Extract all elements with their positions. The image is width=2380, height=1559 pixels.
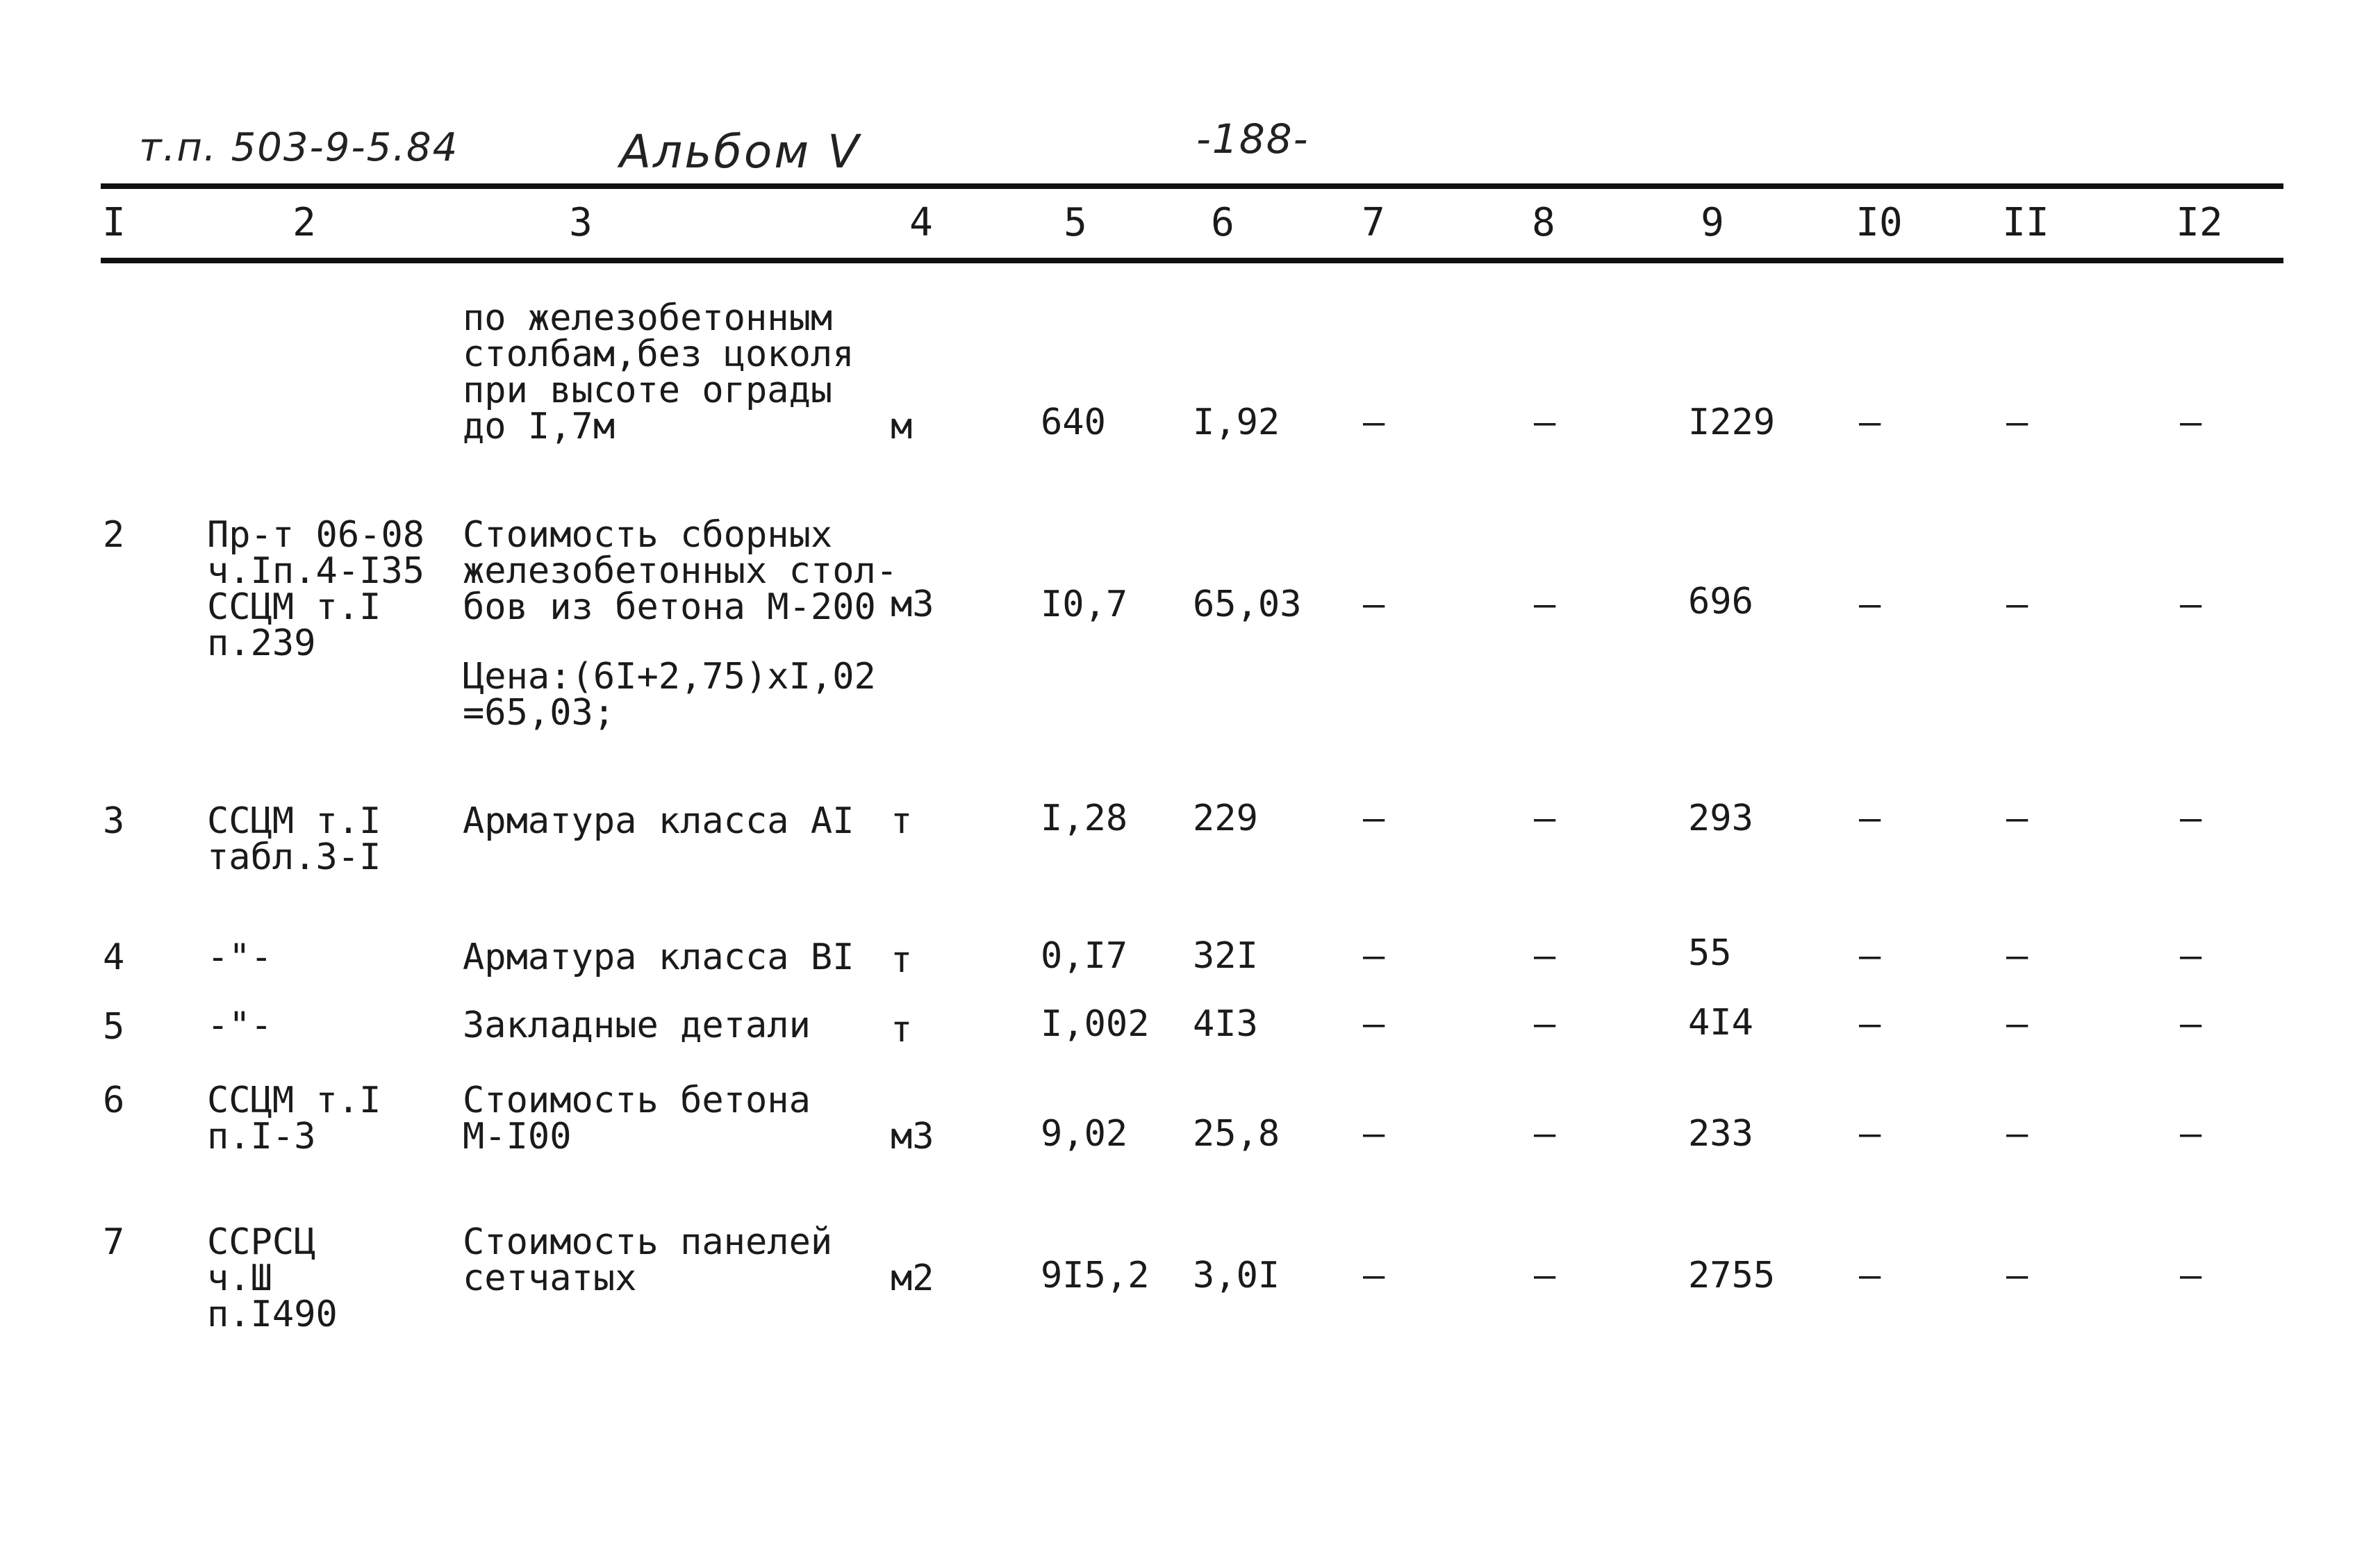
- row-6-col10: –: [1859, 1113, 1881, 1155]
- table-header-rule: [101, 258, 2283, 263]
- row-2-col8: –: [1534, 584, 1556, 625]
- column-header-10: I0: [1856, 200, 1903, 245]
- column-header-9: 9: [1701, 200, 1724, 245]
- table-top-rule: [101, 183, 2283, 189]
- row-2-description: Стоимость сборных железобетонных стол- бов из бетона М-200: [463, 514, 898, 628]
- row-3-quantity: I,28: [1041, 798, 1128, 839]
- column-header-2: 2: [292, 200, 316, 245]
- page-number: -188-: [1196, 115, 1309, 163]
- row-1-unit: м: [891, 406, 913, 447]
- row-1-total: I229: [1688, 402, 1776, 443]
- row-7-reference: ССРСЦ ч.Ш п.I490: [207, 1221, 338, 1335]
- row-1-col8: –: [1534, 402, 1556, 443]
- row-5-unit: т: [891, 1009, 913, 1050]
- column-header-12: I2: [2176, 200, 2223, 245]
- row-7-total: 2755: [1688, 1255, 1776, 1296]
- row-7-number: 7: [103, 1221, 125, 1263]
- column-header-3: 3: [569, 200, 593, 245]
- row-1-col7: –: [1363, 402, 1385, 443]
- row-4-col8: –: [1534, 935, 1556, 977]
- row-2-unit: м3: [891, 584, 934, 625]
- row-7-col12: –: [2180, 1255, 2202, 1296]
- row-1-col10: –: [1859, 402, 1881, 443]
- row-4-col7: –: [1363, 935, 1385, 977]
- column-header-8: 8: [1532, 200, 1555, 245]
- row-7-col11: –: [2006, 1255, 2028, 1296]
- row-6-price: 25,8: [1193, 1113, 1280, 1155]
- row-7-description: Стоимость панелей сетчатых: [463, 1221, 833, 1299]
- row-4-price: 32I: [1193, 935, 1258, 977]
- row-2-price: 65,03: [1193, 584, 1302, 625]
- row-3-price: 229: [1193, 798, 1258, 839]
- row-5-reference: -"-: [207, 1005, 272, 1046]
- row-5-col10: –: [1859, 1003, 1881, 1045]
- row-1-description: по железобетонным столбам,без цоколя при высоте ограды до I,7м: [463, 297, 854, 447]
- row-4-total: 55: [1688, 932, 1732, 974]
- column-header-4: 4: [909, 200, 933, 245]
- row-7-col8: –: [1534, 1255, 1556, 1296]
- row-4-reference: -"-: [207, 937, 272, 978]
- row-4-description: Арматура класса ВI: [463, 937, 854, 978]
- row-4-col11: –: [2006, 935, 2028, 977]
- row-3-col12: –: [2180, 798, 2202, 839]
- row-3-col11: –: [2006, 798, 2028, 839]
- row-2-price-note: Цена:(6I+2,75)хI,02 =65,03;: [463, 656, 876, 734]
- row-6-number: 6: [103, 1080, 125, 1121]
- row-3-number: 3: [103, 800, 125, 842]
- row-4-unit: т: [891, 939, 913, 981]
- row-6-reference: ССЦМ т.I п.I-3: [207, 1080, 381, 1157]
- row-2-reference: Пр-т 06-08 ч.Iп.4-I35 ССЦМ т.I п.239: [207, 514, 425, 664]
- row-3-col8: –: [1534, 798, 1556, 839]
- row-5-col8: –: [1534, 1003, 1556, 1045]
- row-3-description: Арматура класса АI: [463, 800, 854, 842]
- row-3-col10: –: [1859, 798, 1881, 839]
- row-3-unit: т: [891, 800, 913, 842]
- row-7-unit: м2: [891, 1257, 934, 1299]
- row-2-total: 696: [1688, 581, 1753, 622]
- column-header-5: 5: [1064, 200, 1087, 245]
- row-6-total: 233: [1688, 1113, 1753, 1155]
- row-2-col12: –: [2180, 584, 2202, 625]
- row-5-col12: –: [2180, 1003, 2202, 1045]
- row-6-col12: –: [2180, 1113, 2202, 1155]
- row-4-quantity: 0,I7: [1041, 935, 1128, 977]
- row-1-col12: –: [2180, 402, 2202, 443]
- row-7-col10: –: [1859, 1255, 1881, 1296]
- row-2-quantity: I0,7: [1041, 584, 1128, 625]
- row-6-col7: –: [1363, 1113, 1385, 1155]
- row-4-col10: –: [1859, 935, 1881, 977]
- row-5-description: Закладные детали: [463, 1005, 811, 1046]
- row-1-col11: –: [2006, 402, 2028, 443]
- row-5-col11: –: [2006, 1003, 2028, 1045]
- row-4-number: 4: [103, 937, 125, 978]
- column-header-11: II: [2002, 200, 2049, 245]
- row-7-col7: –: [1363, 1255, 1385, 1296]
- row-5-quantity: I,002: [1041, 1003, 1150, 1045]
- column-header-6: 6: [1211, 200, 1234, 245]
- row-4-col12: –: [2180, 935, 2202, 977]
- row-2-col10: –: [1859, 584, 1881, 625]
- row-1-quantity: 640: [1041, 402, 1106, 443]
- row-7-price: 3,0I: [1193, 1255, 1280, 1296]
- row-2-number: 2: [103, 514, 125, 556]
- column-header-1: I: [102, 200, 126, 245]
- row-6-col8: –: [1534, 1113, 1556, 1155]
- row-3-col7: –: [1363, 798, 1385, 839]
- row-2-col11: –: [2006, 584, 2028, 625]
- row-5-col7: –: [1363, 1003, 1385, 1045]
- row-2-col7: –: [1363, 584, 1385, 625]
- row-5-price: 4I3: [1193, 1003, 1258, 1045]
- row-5-total: 4I4: [1688, 1002, 1753, 1044]
- row-6-description: Стоимость бетона М-I00: [463, 1080, 811, 1157]
- row-3-reference: ССЦМ т.I табл.3-I: [207, 800, 381, 878]
- row-6-unit: м3: [891, 1116, 934, 1157]
- row-5-number: 5: [103, 1006, 125, 1048]
- column-header-7: 7: [1362, 200, 1385, 245]
- album-title: Альбом V: [620, 125, 861, 179]
- document-code: т.п. 503-9-5.84: [139, 125, 459, 170]
- row-6-col11: –: [2006, 1113, 2028, 1155]
- row-1-price: I,92: [1193, 402, 1280, 443]
- row-7-quantity: 9I5,2: [1041, 1255, 1150, 1296]
- row-6-quantity: 9,02: [1041, 1113, 1128, 1155]
- row-3-total: 293: [1688, 798, 1753, 839]
